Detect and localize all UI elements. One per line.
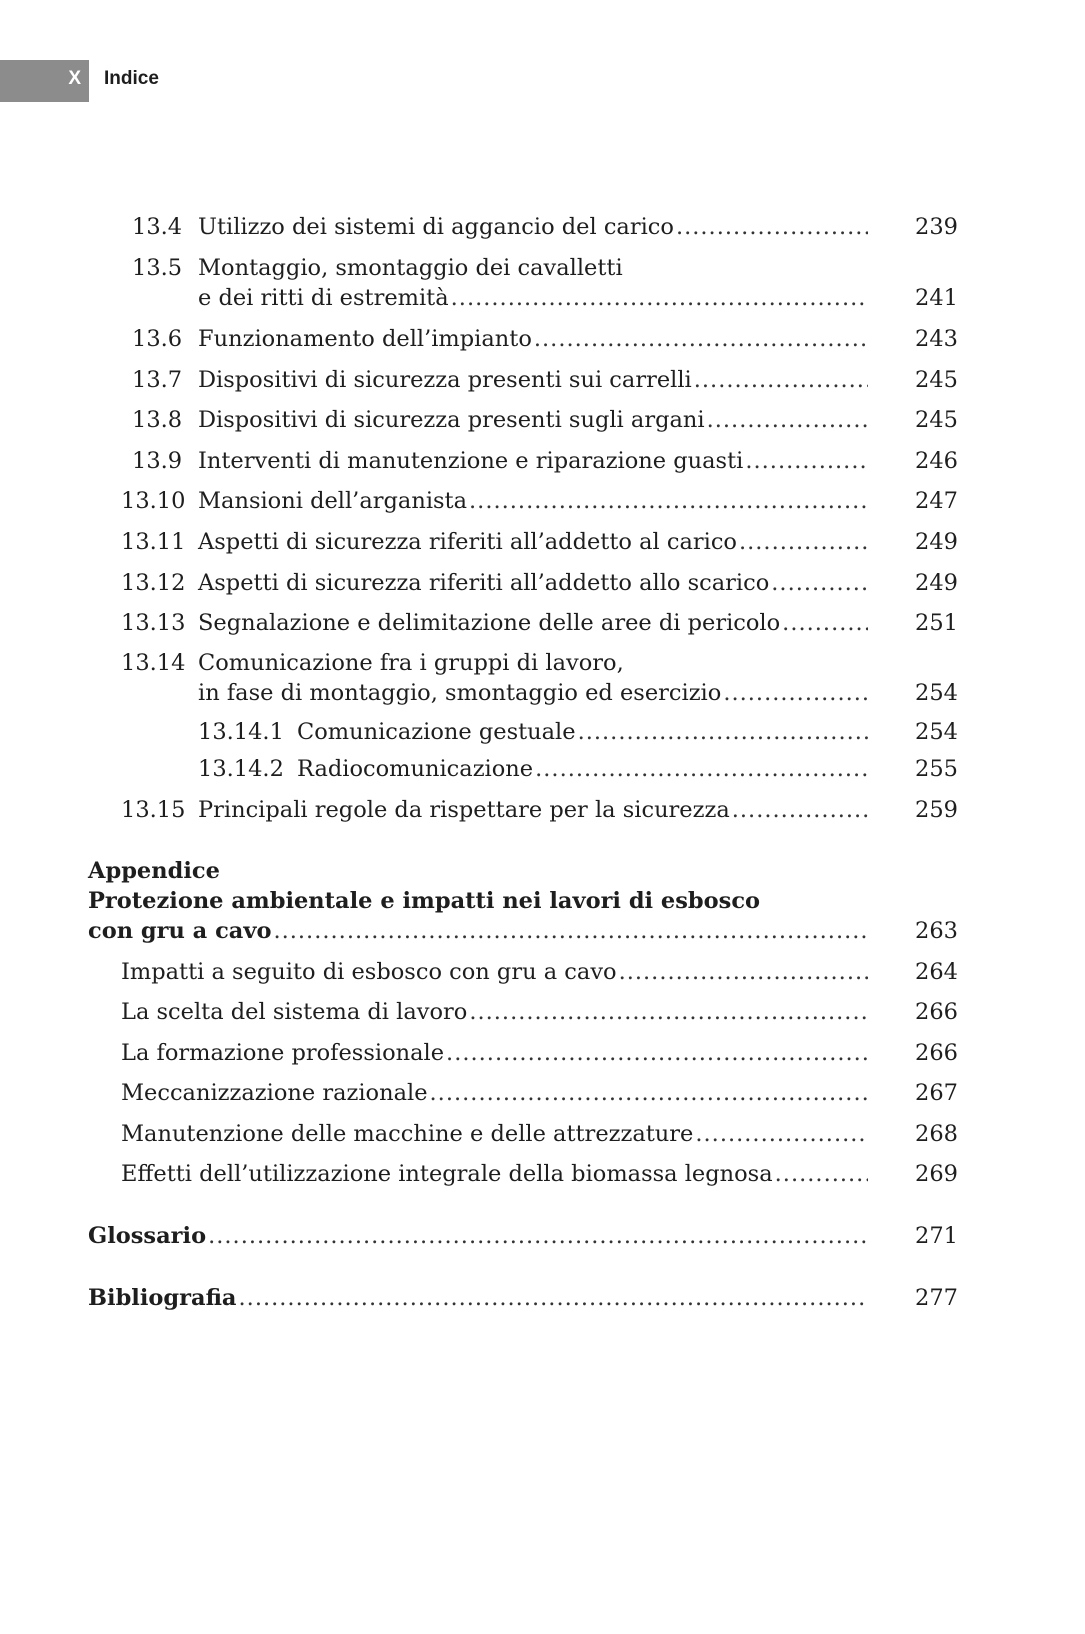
dot-leader	[534, 326, 868, 352]
section-number: 13.15	[121, 797, 186, 823]
appendix-item-title: La scelta del sistema di lavoro	[121, 999, 468, 1025]
dot-leader	[273, 918, 868, 944]
leader-line	[198, 488, 868, 514]
leader-line	[121, 1161, 868, 1187]
running-title: Indice	[104, 68, 159, 89]
section-title: e dei ritti di estremità	[198, 285, 449, 311]
leader-line	[88, 918, 868, 944]
section-title: Principali regole da rispettare per la sicurezza	[198, 797, 730, 823]
leader-line	[198, 367, 868, 393]
dot-leader	[695, 1121, 868, 1147]
section-number: 13.13	[121, 610, 186, 636]
section-number: 13.8	[132, 407, 183, 433]
page-ref: 247	[915, 488, 958, 514]
section-title: Utilizzo dei sistemi di aggancio del carico	[198, 214, 674, 240]
page-header	[0, 60, 300, 102]
appendix-title: con gru a cavo	[88, 918, 272, 944]
dot-leader	[239, 1285, 868, 1311]
page-ref: 264	[915, 959, 958, 985]
page-ref: 245	[915, 367, 958, 393]
dot-leader	[430, 1080, 868, 1106]
section-title: Interventi di manutenzione e riparazione guasti	[198, 448, 744, 474]
page-number: X	[68, 68, 81, 89]
section-number: 13.9	[132, 448, 183, 474]
section-number: 13.11	[121, 529, 186, 555]
appendix-item-title: Meccanizzazione razionale	[121, 1080, 428, 1106]
appendix-item-title: Impatti a seguito di esbosco con gru a cavo	[121, 959, 617, 985]
dot-leader	[723, 680, 868, 706]
leader-line	[297, 756, 868, 782]
appendix-item-title: Manutenzione delle macchine e delle attrezzature	[121, 1121, 694, 1147]
dot-leader	[451, 285, 868, 311]
page-ref: 277	[915, 1285, 958, 1311]
section-number: 13.14.1	[198, 719, 284, 745]
page-number-tab	[0, 60, 89, 102]
page-ref: 239	[915, 214, 958, 240]
dot-leader	[745, 448, 868, 474]
leader-line	[198, 407, 868, 433]
leader-line	[198, 326, 868, 352]
dot-leader	[676, 214, 868, 240]
section-title: Dispositivi di sicurezza presenti sui carrelli	[198, 367, 692, 393]
leader-line	[198, 214, 868, 240]
dot-leader	[739, 529, 868, 555]
page-ref: 251	[915, 610, 958, 636]
leader-line	[121, 999, 868, 1025]
page-ref: 254	[915, 680, 958, 706]
dot-leader	[469, 999, 868, 1025]
section-title: Radiocomunicazione	[297, 756, 534, 782]
page-ref: 255	[915, 756, 958, 782]
leader-line	[198, 570, 868, 596]
leader-line	[198, 797, 868, 823]
section-title: Mansioni dell’arganista	[198, 488, 468, 514]
glossary-title: Glossario	[88, 1223, 207, 1249]
page-ref: 245	[915, 407, 958, 433]
dot-leader	[782, 610, 868, 636]
dot-leader	[732, 797, 868, 823]
section-title: Aspetti di sicurezza riferiti all’addetto allo scarico	[198, 570, 770, 596]
leader-line	[198, 680, 868, 706]
dot-leader	[775, 1161, 868, 1187]
dot-leader	[619, 959, 868, 985]
leader-line	[198, 529, 868, 555]
page-ref: 268	[915, 1121, 958, 1147]
leader-line	[198, 285, 868, 311]
appendix-item-title: Effetti dell’utilizzazione integrale della biomassa legnosa	[121, 1161, 773, 1187]
page-ref: 241	[915, 285, 958, 311]
dot-leader	[771, 570, 868, 596]
dot-leader	[535, 756, 868, 782]
page-ref: 266	[915, 999, 958, 1025]
page-ref: 246	[915, 448, 958, 474]
page-ref: 249	[915, 570, 958, 596]
section-title: Dispositivi di sicurezza presenti sugli argani	[198, 407, 705, 433]
section-number: 13.14.2	[198, 756, 284, 782]
section-number: 13.6	[132, 326, 183, 352]
page-ref: 254	[915, 719, 958, 745]
leader-line	[297, 719, 868, 745]
bibliography-title: Bibliografia	[88, 1285, 237, 1311]
appendix-label: Appendice	[88, 858, 220, 884]
leader-line	[198, 448, 868, 474]
section-title-line1: Comunicazione fra i gruppi di lavoro,	[198, 650, 624, 676]
section-number: 13.14	[121, 650, 186, 676]
leader-line	[88, 1285, 868, 1311]
section-title: in fase di montaggio, smontaggio ed esercizio	[198, 680, 722, 706]
page-ref: 249	[915, 529, 958, 555]
leader-line	[121, 1121, 868, 1147]
dot-leader	[578, 719, 868, 745]
page-ref: 266	[915, 1040, 958, 1066]
leader-line	[198, 610, 868, 636]
section-number: 13.7	[132, 367, 183, 393]
leader-line	[121, 1040, 868, 1066]
page-ref: 259	[915, 797, 958, 823]
page-ref: 271	[915, 1223, 958, 1249]
dot-leader	[707, 407, 868, 433]
section-title: Comunicazione gestuale	[297, 719, 576, 745]
page-ref: 267	[915, 1080, 958, 1106]
leader-line	[121, 959, 868, 985]
section-title-line1: Montaggio, smontaggio dei cavalletti	[198, 255, 623, 281]
leader-line	[121, 1080, 868, 1106]
page-ref: 263	[915, 918, 958, 944]
section-title: Funzionamento dell’impianto	[198, 326, 532, 352]
section-number: 13.10	[121, 488, 186, 514]
section-number: 13.5	[132, 255, 183, 281]
dot-leader	[469, 488, 868, 514]
appendix-item-title: La formazione professionale	[121, 1040, 445, 1066]
page-ref: 269	[915, 1161, 958, 1187]
page-ref: 243	[915, 326, 958, 352]
dot-leader	[446, 1040, 868, 1066]
section-number: 13.12	[121, 570, 186, 596]
appendix-title-line1: Protezione ambientale e impatti nei lavori di esbosco	[88, 888, 761, 914]
leader-line	[88, 1223, 868, 1249]
section-number: 13.4	[132, 214, 183, 240]
section-title: Aspetti di sicurezza riferiti all’addetto al carico	[198, 529, 737, 555]
dot-leader	[208, 1223, 868, 1249]
section-title: Segnalazione e delimitazione delle aree di pericolo	[198, 610, 781, 636]
dot-leader	[694, 367, 868, 393]
